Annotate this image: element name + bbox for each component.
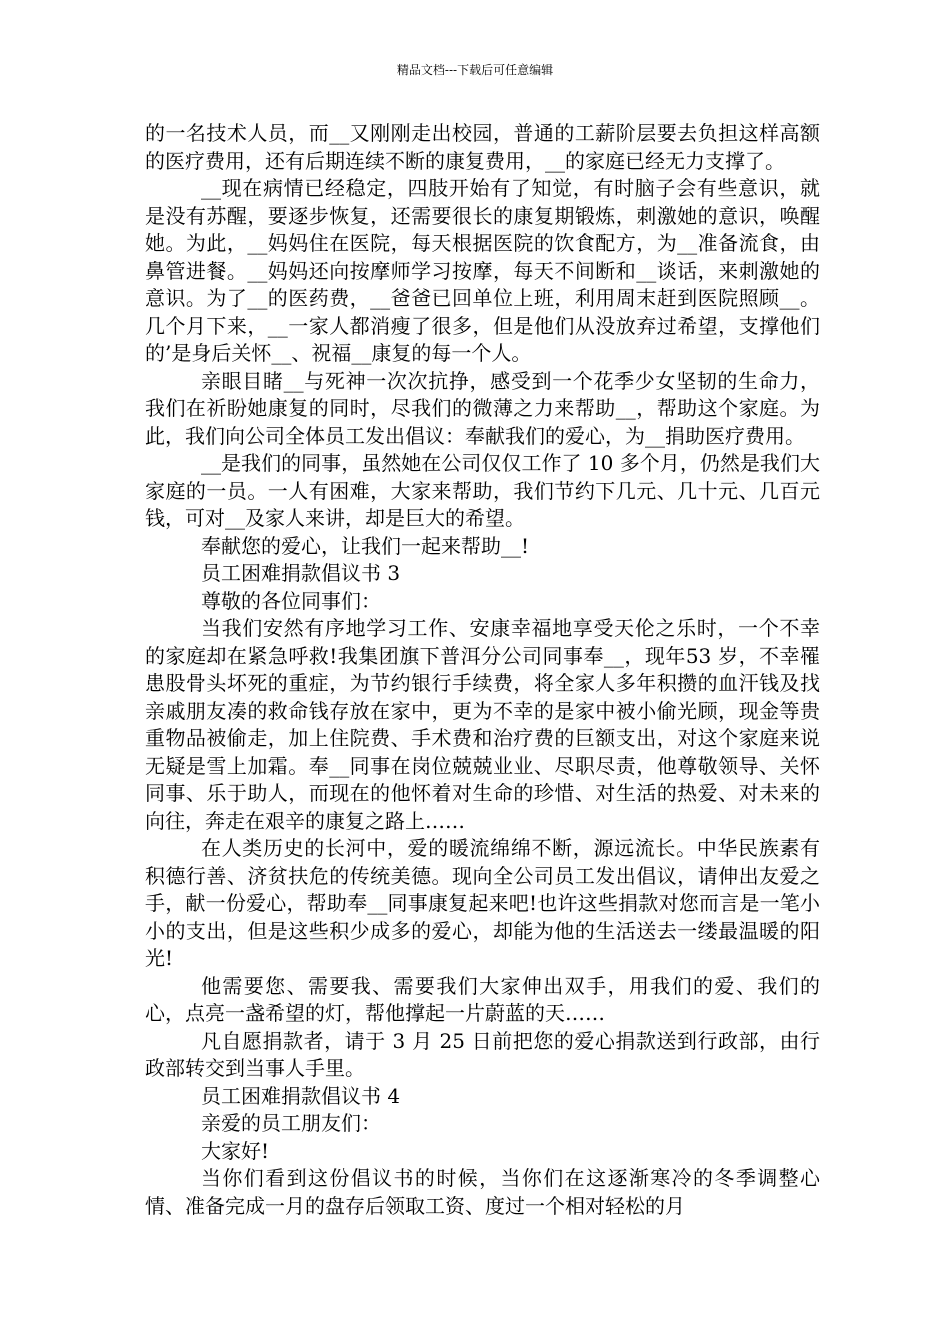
- paragraph: 当我们安然有序地学习工作、安康幸福地享受天伦之乐时，一个不幸的家庭却在紧急呼救!我集团旗下普洱分公司同事奉__，现年53 岁，不幸罹患股骨头坏死的重症，为节约银行手续费，将全家人多年积攒的血汗钱及找亲戚朋友凑的救命钱存放在家中，更为不幸的是家中被小偷光顾，现金等贵重物品被偷走，加上住院费、手术费和治疗费的巨额支出，对这个家庭来说无疑是雪上加霜。奉__同事在岗位兢兢业业、尽职尽责，他尊敬领导、关怀同事、乐于助人，而现在的他怀着对生命的珍惜、对生活的热爱、对未来的向往，奔走在艰辛的康复之路上……: [145, 616, 820, 833]
- paragraph: __现在病情已经稳定，四肢开始有了知觉，有时脑子会有些意识，就是没有苏醒，要逐步恢复，还需要很长的康复期锻炼，刺激她的意识，唤醒她。为此，__妈妈住在医院，每天根据医院的饮食配方，为__准备流食，由鼻管进餐。__妈妈还向按摩师学习按摩，每天不间断和__谈话，来刺激她的意识。为了__的医药费，__爸爸已回单位上班，利用周末赶到医院照顾__。几个月下来，__一家人都消瘦了很多，但是他们从没放弃过希望，支撑他们的’是身后关怀__、祝福__康复的每一个人。: [145, 176, 820, 365]
- paragraph: 亲眼目睹__与死神一次次抗挣，感受到一个花季少女坚韧的生命力，我们在祈盼她康复的同时，尽我们的微薄之力来帮助__，帮助这个家庭。为此，我们向公司全体员工发出倡议：奉献我们的爱心，为__捐助医疗费用。: [145, 368, 820, 448]
- paragraph: __是我们的同事，虽然她在公司仅仅工作了 10 多个月，仍然是我们大家庭的一员。一人有困难，大家来帮助，我们节约下几元、几十元、几百元钱，可对__及家人来讲，却是巨大的希望。: [145, 451, 820, 530]
- paragraph: 他需要您、需要我、需要我们大家伸出双手，用我们的爱、我们的心，点亮一盏希望的灯，帮他撑起一片蔚蓝的天……: [145, 973, 820, 1025]
- page-header: 精品文档---下载后可任意编辑: [396, 63, 554, 77]
- section-heading: 员工困难捐款倡议书 4: [201, 1083, 401, 1108]
- greeting: 大家好!: [201, 1138, 270, 1163]
- paragraph: 奉献您的爱心，让我们一起来帮助__!: [201, 533, 530, 558]
- paragraph-continuation: 的一名技术人员，而__又刚刚走出校园，普通的工薪阶层要去负担这样高额的医疗费用，还有后期连续不断的康复费用，__的家庭已经无力支撑了。: [145, 121, 820, 173]
- document-body: [145, 120, 820, 1220]
- salutation: 亲爱的员工朋友们：: [201, 1111, 381, 1135]
- paragraph: 在人类历史的长河中，爱的暖流绵绵不断，源远流长。中华民族素有积德行善、济贫扶危的传统美德。现向全公司员工发出倡议，请伸出友爱之手，献一份爱心，帮助奉__同事康复起来吧!也许这些捐款对您而言是一笔小小的支出，但是这些积少成多的爱心，却能为他的生活送去一缕最温暖的阳光!: [145, 836, 820, 970]
- salutation: 尊敬的各位同事们：: [201, 588, 381, 613]
- section-heading: 员工困难捐款倡议书 3: [201, 561, 401, 585]
- paragraph: 凡自愿捐款者，请于 3 月 25 日前把您的爱心捐款送到行政部，由行政部转交到当事人手里。: [145, 1028, 820, 1080]
- paragraph: 当你们看到这份倡议书的时候，当你们在这逐渐寒冷的冬季调整心情、准备完成一月的盘存后领取工资、度过一个相对轻松的月: [145, 1166, 820, 1218]
